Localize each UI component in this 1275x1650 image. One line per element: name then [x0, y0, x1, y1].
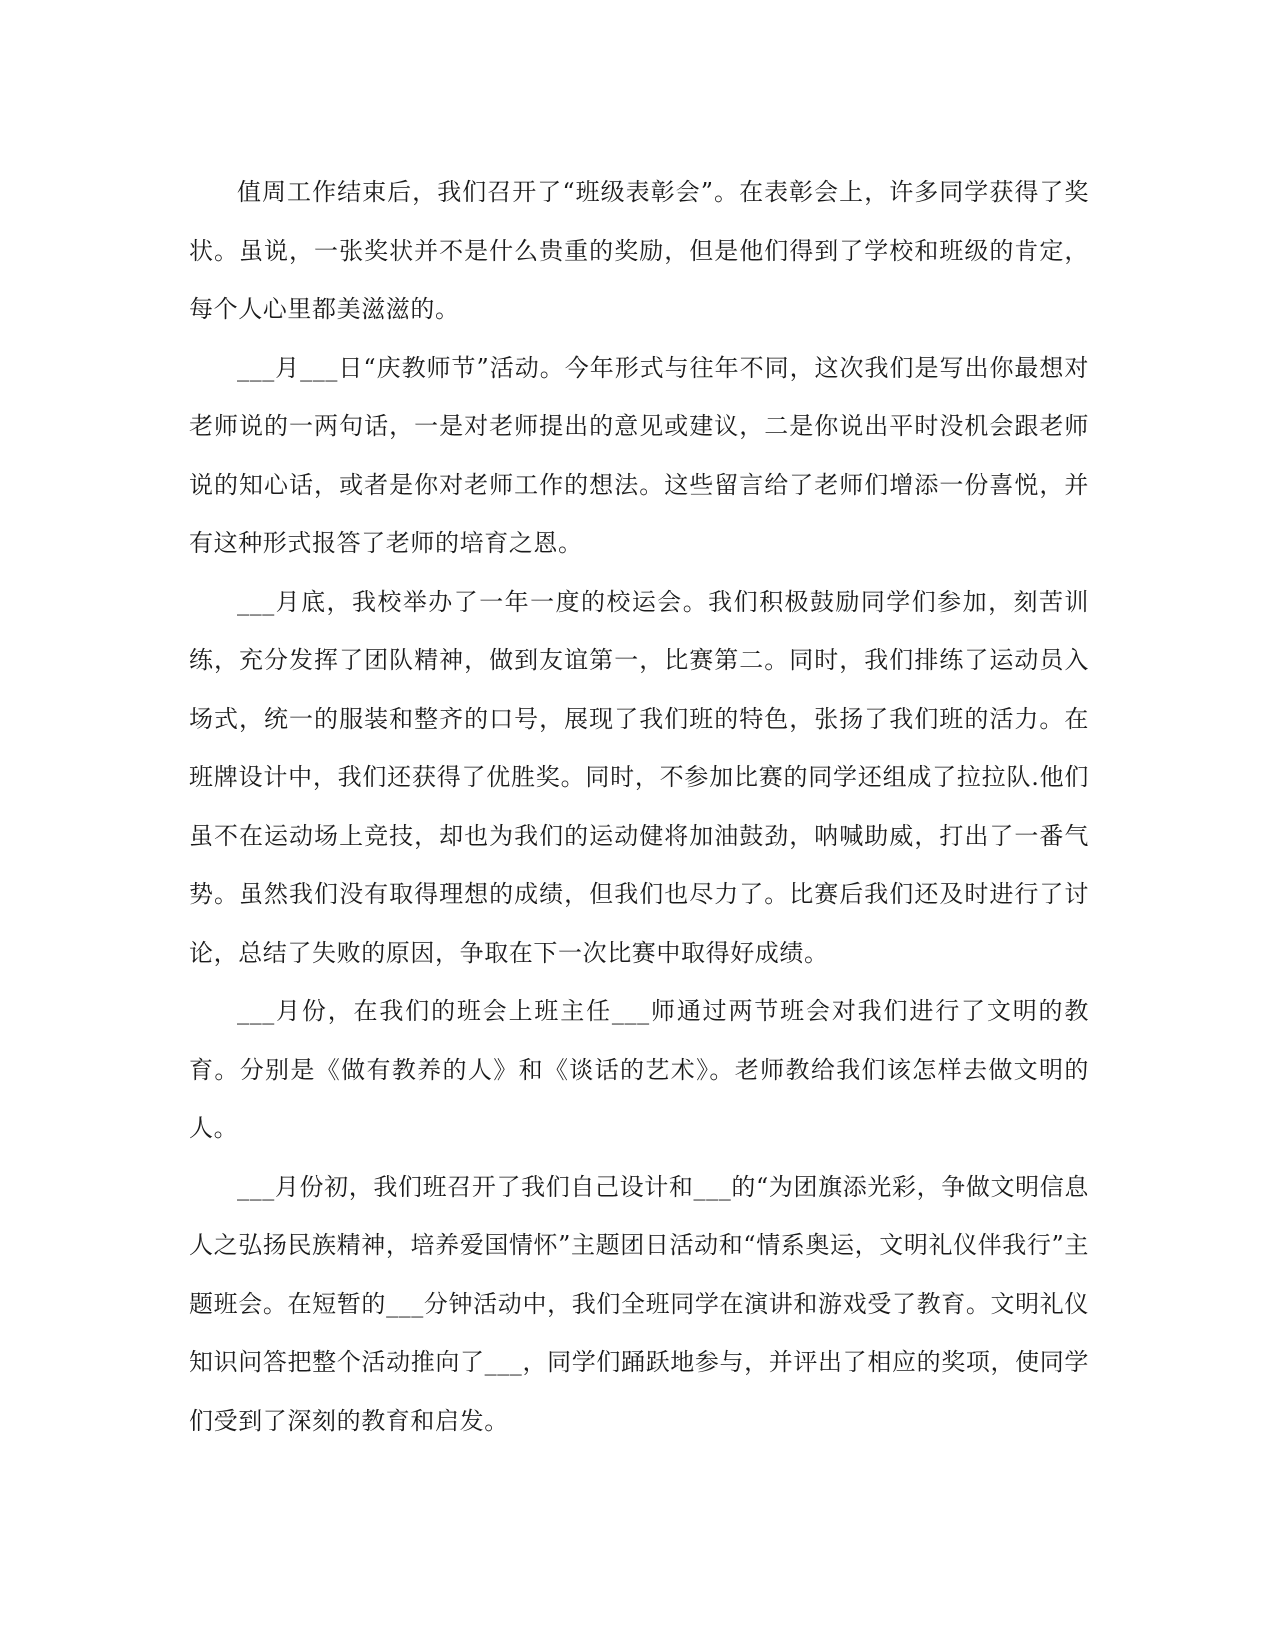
document-body [189, 163, 1089, 1450]
paragraph-theme-activity: ___月份初，我们班召开了我们自己设计和___的“为团旗添光彩，争做文明信息人之弘扬民族精神，培养爱国情怀”主题团日活动和“情系奥运，文明礼仪伴我行”主题班会。在短暂的___分钟活动中，我们全班同学在演讲和游戏受了教育。文明礼仪知识问答把整个活动推向了___，同学们踊跃地参与，并评出了相应的奖项，使同学们受到了深刻的教育和启发。 [189, 1172, 1089, 1435]
paragraph-teachers-day: ___月___日“庆教师节”活动。今年形式与往年不同，这次我们是写出你最想对老师说的一两句话，一是对老师提出的意见或建议，二是你说出平时没机会跟老师说的知心话，或者是你对老师工作的想法。这些留言给了老师们增添一份喜悦，并有这种形式报答了老师的培育之恩。 [189, 353, 1089, 557]
paragraph-commendation-meeting: 值周工作结束后，我们召开了“班级表彰会”。在表彰会上，许多同学获得了奖状。虽说，一张奖状并不是什么贵重的奖励，但是他们得到了学校和班级的肯定，每个人心里都美滋滋的。 [189, 178, 1089, 323]
paragraph-civility-education: ___月份，在我们的班会上班主任___师通过两节班会对我们进行了文明的教育。分别是《做有教养的人》和《谈话的艺术》。老师教给我们该怎样去做文明的人。 [189, 997, 1089, 1142]
paragraph-sports-meeting: ___月底，我校举办了一年一度的校运会。我们积极鼓励同学们参加，刻苦训练，充分发挥了团队精神，做到友谊第一，比赛第二。同时，我们排练了运动员入场式，统一的服装和整齐的口号，展现了我们班的特色，张扬了我们班的活力。在班牌设计中，我们还获得了优胜奖。同时，不参加比赛的同学还组成了拉拉队.他们虽不在运动场上竞技，却也为我们的运动健将加油鼓劲，呐喊助威，打出了一番气势。虽然我们没有取得理想的成绩，但我们也尽力了。比赛后我们还及时进行了讨论，总结了失败的原因，争取在下一次比赛中取得好成绩。 [189, 587, 1089, 967]
